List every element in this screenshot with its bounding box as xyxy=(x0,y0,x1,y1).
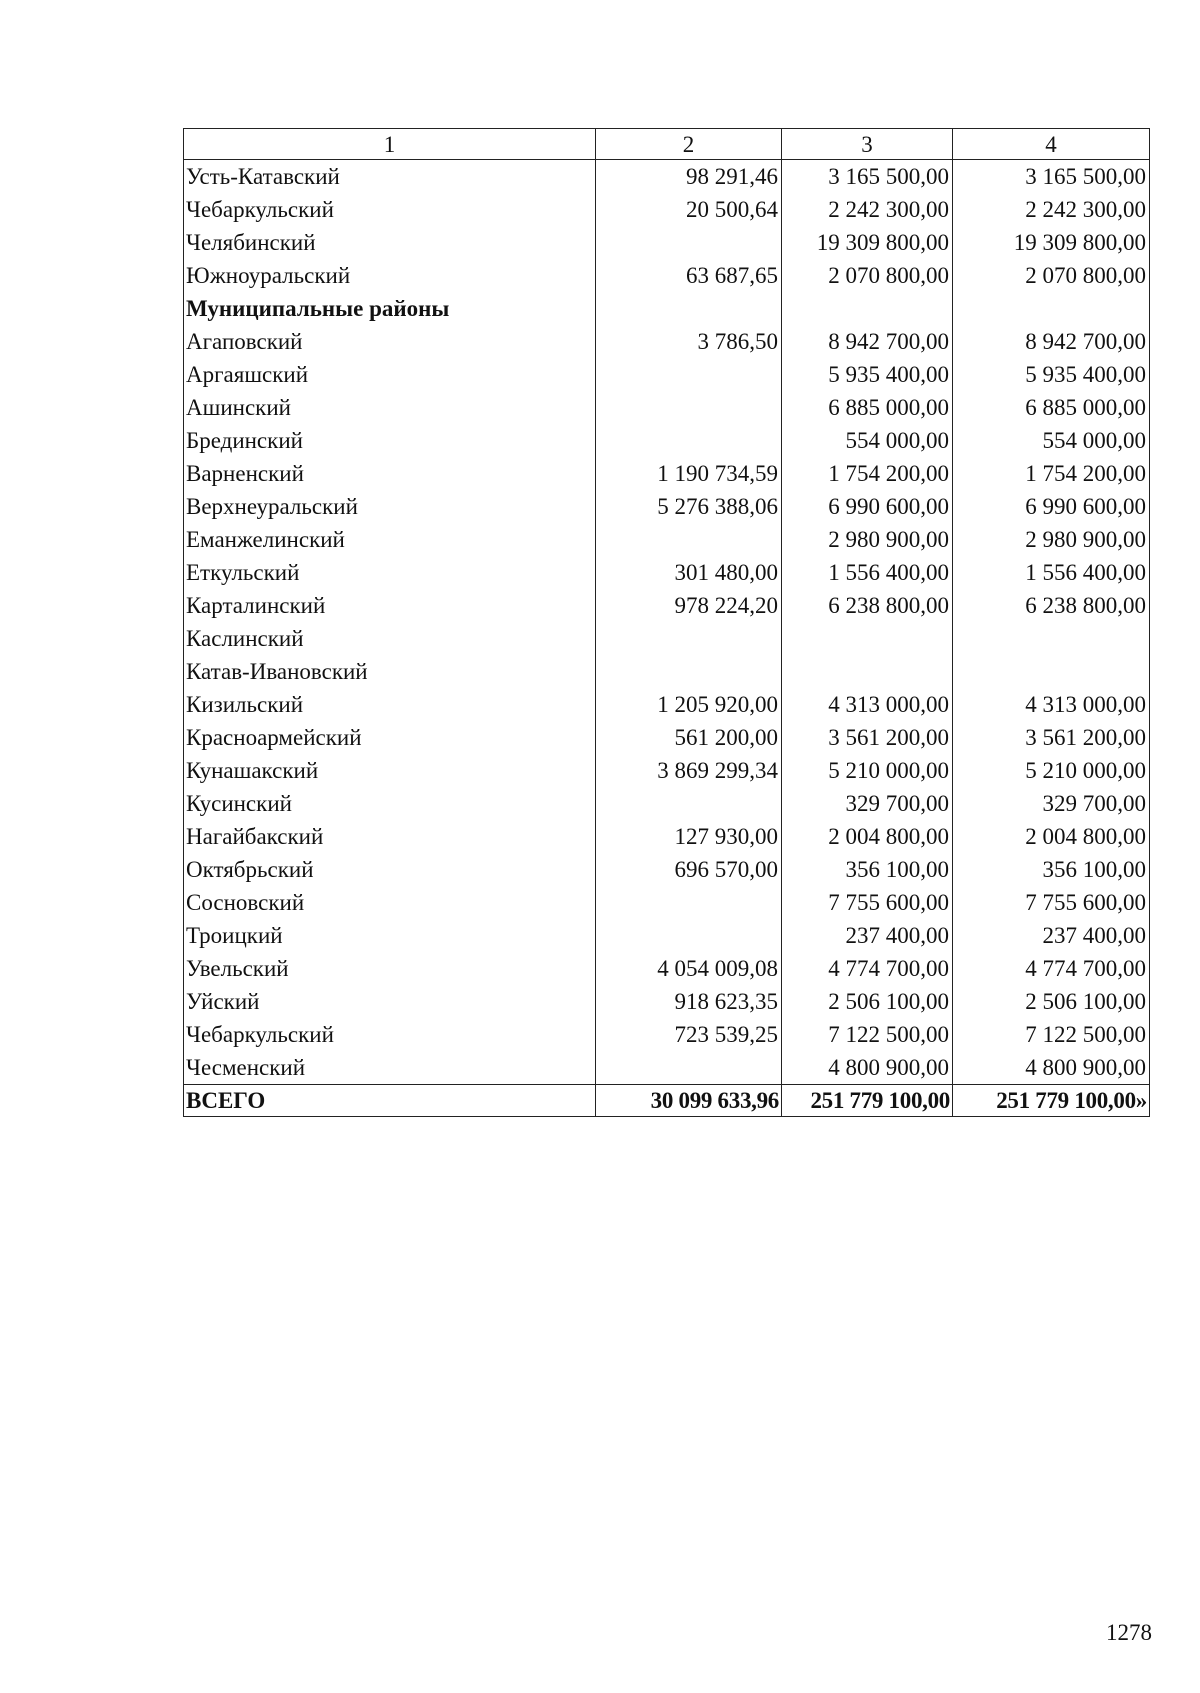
table-row xyxy=(184,325,1150,358)
row-col-2-cell xyxy=(596,424,782,457)
row-col-2-cell: 561 200,00 xyxy=(596,721,782,754)
row-col-2-cell: 1 205 920,00 xyxy=(596,688,782,721)
row-col-4-cell: 7 122 500,00 xyxy=(953,1018,1150,1051)
row-name-cell: Еткульский xyxy=(184,556,596,589)
row-col-4-cell: 329 700,00 xyxy=(953,787,1150,820)
budget-table xyxy=(183,128,1150,1117)
table-row xyxy=(184,688,1150,721)
row-col-4-cell: 19 309 800,00 xyxy=(953,226,1150,259)
row-col-3-cell: 5 935 400,00 xyxy=(782,358,953,391)
row-col-4-cell: 2 004 800,00 xyxy=(953,820,1150,853)
row-col-3-cell: 6 238 800,00 xyxy=(782,589,953,622)
row-col-2-cell xyxy=(596,1051,782,1085)
row-col-2-cell: 20 500,64 xyxy=(596,193,782,226)
row-name-cell: Чесменский xyxy=(184,1051,596,1085)
row-col-4-cell: 6 238 800,00 xyxy=(953,589,1150,622)
row-col-3-cell: 2 242 300,00 xyxy=(782,193,953,226)
row-col-4-cell: 5 210 000,00 xyxy=(953,754,1150,787)
row-col-3-cell: 554 000,00 xyxy=(782,424,953,457)
row-col-3-cell: 7 122 500,00 xyxy=(782,1018,953,1051)
row-col-2-cell xyxy=(596,523,782,556)
table-header-row xyxy=(184,129,1150,160)
row-col-2-cell xyxy=(596,787,782,820)
table-row xyxy=(184,358,1150,391)
row-name-cell: Катав-Ивановский xyxy=(184,655,596,688)
row-name-cell: Троицкий xyxy=(184,919,596,952)
row-col-2-cell xyxy=(596,622,782,655)
table-row xyxy=(184,457,1150,490)
row-col-4-cell: 3 561 200,00 xyxy=(953,721,1150,754)
row-col-4-cell xyxy=(953,622,1150,655)
row-col-3-cell: 3 561 200,00 xyxy=(782,721,953,754)
row-col-4-cell: 7 755 600,00 xyxy=(953,886,1150,919)
row-col-4-cell: 8 942 700,00 xyxy=(953,325,1150,358)
row-name-cell: Чебаркульский xyxy=(184,193,596,226)
table-body xyxy=(184,160,1150,1085)
row-col-3-cell: 237 400,00 xyxy=(782,919,953,952)
table-row xyxy=(184,919,1150,952)
row-col-4-cell: 1 556 400,00 xyxy=(953,556,1150,589)
row-col-3-cell: 2 004 800,00 xyxy=(782,820,953,853)
row-col-2-cell xyxy=(596,886,782,919)
row-name-cell: Сосновский xyxy=(184,886,596,919)
table-row xyxy=(184,391,1150,424)
row-name-cell: Кизильский xyxy=(184,688,596,721)
row-col-2-cell: 723 539,25 xyxy=(596,1018,782,1051)
table-row xyxy=(184,523,1150,556)
row-col-3-cell: 3 165 500,00 xyxy=(782,160,953,194)
table-row xyxy=(184,886,1150,919)
column-header-1: 1 xyxy=(184,129,596,160)
column-header-4: 4 xyxy=(953,129,1150,160)
row-col-2-cell: 301 480,00 xyxy=(596,556,782,589)
row-col-3-cell xyxy=(782,655,953,688)
row-name-cell: Верхнеуральский xyxy=(184,490,596,523)
row-col-2-cell: 918 623,35 xyxy=(596,985,782,1018)
table-row xyxy=(184,556,1150,589)
column-header-3: 3 xyxy=(782,129,953,160)
row-col-3-cell: 356 100,00 xyxy=(782,853,953,886)
row-col-2-cell: 98 291,46 xyxy=(596,160,782,194)
total-col-2: 30 099 633,96 xyxy=(596,1085,782,1117)
row-col-2-cell: 4 054 009,08 xyxy=(596,952,782,985)
table-row xyxy=(184,160,1150,194)
table-row xyxy=(184,721,1150,754)
row-name-cell: Муниципальные районы xyxy=(184,292,596,325)
row-col-4-cell: 4 313 000,00 xyxy=(953,688,1150,721)
row-name-cell: Усть-Катавский xyxy=(184,160,596,194)
column-header-2: 2 xyxy=(596,129,782,160)
row-col-3-cell: 8 942 700,00 xyxy=(782,325,953,358)
table-row xyxy=(184,655,1150,688)
row-name-cell: Каслинский xyxy=(184,622,596,655)
table-row xyxy=(184,820,1150,853)
row-name-cell: Уйский xyxy=(184,985,596,1018)
row-col-2-cell xyxy=(596,292,782,325)
row-name-cell: Нагайбакский xyxy=(184,820,596,853)
row-name-cell: Еманжелинский xyxy=(184,523,596,556)
row-col-2-cell xyxy=(596,226,782,259)
row-col-4-cell xyxy=(953,292,1150,325)
row-name-cell: Октябрьский xyxy=(184,853,596,886)
row-col-4-cell: 4 774 700,00 xyxy=(953,952,1150,985)
row-name-cell: Ашинский xyxy=(184,391,596,424)
row-col-3-cell: 19 309 800,00 xyxy=(782,226,953,259)
row-name-cell: Челябинский xyxy=(184,226,596,259)
row-col-3-cell: 2 980 900,00 xyxy=(782,523,953,556)
row-name-cell: Варненский xyxy=(184,457,596,490)
row-col-2-cell xyxy=(596,655,782,688)
row-col-2-cell: 63 687,65 xyxy=(596,259,782,292)
row-col-4-cell xyxy=(953,655,1150,688)
row-col-4-cell: 6 990 600,00 xyxy=(953,490,1150,523)
row-col-4-cell: 2 980 900,00 xyxy=(953,523,1150,556)
table-row xyxy=(184,985,1150,1018)
row-col-3-cell: 1 556 400,00 xyxy=(782,556,953,589)
row-name-cell: Аргаяшский xyxy=(184,358,596,391)
row-col-3-cell xyxy=(782,622,953,655)
table-row xyxy=(184,424,1150,457)
row-col-3-cell: 4 774 700,00 xyxy=(782,952,953,985)
row-col-2-cell: 1 190 734,59 xyxy=(596,457,782,490)
row-name-cell: Красноармейский xyxy=(184,721,596,754)
row-name-cell: Южноуральский xyxy=(184,259,596,292)
row-col-2-cell: 127 930,00 xyxy=(596,820,782,853)
row-col-4-cell: 4 800 900,00 xyxy=(953,1051,1150,1085)
row-col-3-cell: 5 210 000,00 xyxy=(782,754,953,787)
row-col-3-cell xyxy=(782,292,953,325)
row-col-4-cell: 2 506 100,00 xyxy=(953,985,1150,1018)
row-name-cell: Брединский xyxy=(184,424,596,457)
table-row xyxy=(184,853,1150,886)
row-col-3-cell: 6 885 000,00 xyxy=(782,391,953,424)
row-name-cell: Увельский xyxy=(184,952,596,985)
table-row xyxy=(184,622,1150,655)
row-col-3-cell: 7 755 600,00 xyxy=(782,886,953,919)
section-row xyxy=(184,292,1150,325)
table-row xyxy=(184,952,1150,985)
table-row xyxy=(184,226,1150,259)
row-col-4-cell: 554 000,00 xyxy=(953,424,1150,457)
row-col-2-cell xyxy=(596,919,782,952)
table-row xyxy=(184,787,1150,820)
row-col-4-cell: 2 070 800,00 xyxy=(953,259,1150,292)
row-name-cell: Кусинский xyxy=(184,787,596,820)
row-col-2-cell xyxy=(596,358,782,391)
total-label: ВСЕГО xyxy=(184,1085,596,1117)
total-col-4: 251 779 100,00» xyxy=(953,1085,1150,1117)
row-name-cell: Агаповский xyxy=(184,325,596,358)
row-col-4-cell: 3 165 500,00 xyxy=(953,160,1150,194)
row-col-4-cell: 6 885 000,00 xyxy=(953,391,1150,424)
total-col-3: 251 779 100,00 xyxy=(782,1085,953,1117)
row-name-cell: Чебаркульский xyxy=(184,1018,596,1051)
row-name-cell: Карталинский xyxy=(184,589,596,622)
row-col-3-cell: 2 506 100,00 xyxy=(782,985,953,1018)
row-col-4-cell: 2 242 300,00 xyxy=(953,193,1150,226)
row-col-2-cell: 696 570,00 xyxy=(596,853,782,886)
row-col-3-cell: 4 800 900,00 xyxy=(782,1051,953,1085)
row-name-cell: Кунашакский xyxy=(184,754,596,787)
row-col-3-cell: 329 700,00 xyxy=(782,787,953,820)
table-row xyxy=(184,754,1150,787)
row-col-2-cell: 3 786,50 xyxy=(596,325,782,358)
table-row xyxy=(184,589,1150,622)
table-row xyxy=(184,1051,1150,1085)
table-row xyxy=(184,259,1150,292)
row-col-4-cell: 356 100,00 xyxy=(953,853,1150,886)
row-col-3-cell: 4 313 000,00 xyxy=(782,688,953,721)
row-col-2-cell: 978 224,20 xyxy=(596,589,782,622)
row-col-4-cell: 5 935 400,00 xyxy=(953,358,1150,391)
row-col-3-cell: 1 754 200,00 xyxy=(782,457,953,490)
table-row xyxy=(184,490,1150,523)
row-col-4-cell: 237 400,00 xyxy=(953,919,1150,952)
row-col-2-cell: 5 276 388,06 xyxy=(596,490,782,523)
table-row xyxy=(184,1018,1150,1051)
row-col-2-cell: 3 869 299,34 xyxy=(596,754,782,787)
row-col-3-cell: 6 990 600,00 xyxy=(782,490,953,523)
page-number: 1278 xyxy=(1106,1620,1152,1645)
row-col-4-cell: 1 754 200,00 xyxy=(953,457,1150,490)
row-col-3-cell: 2 070 800,00 xyxy=(782,259,953,292)
total-row xyxy=(184,1085,1150,1117)
row-col-2-cell xyxy=(596,391,782,424)
table-row xyxy=(184,193,1150,226)
